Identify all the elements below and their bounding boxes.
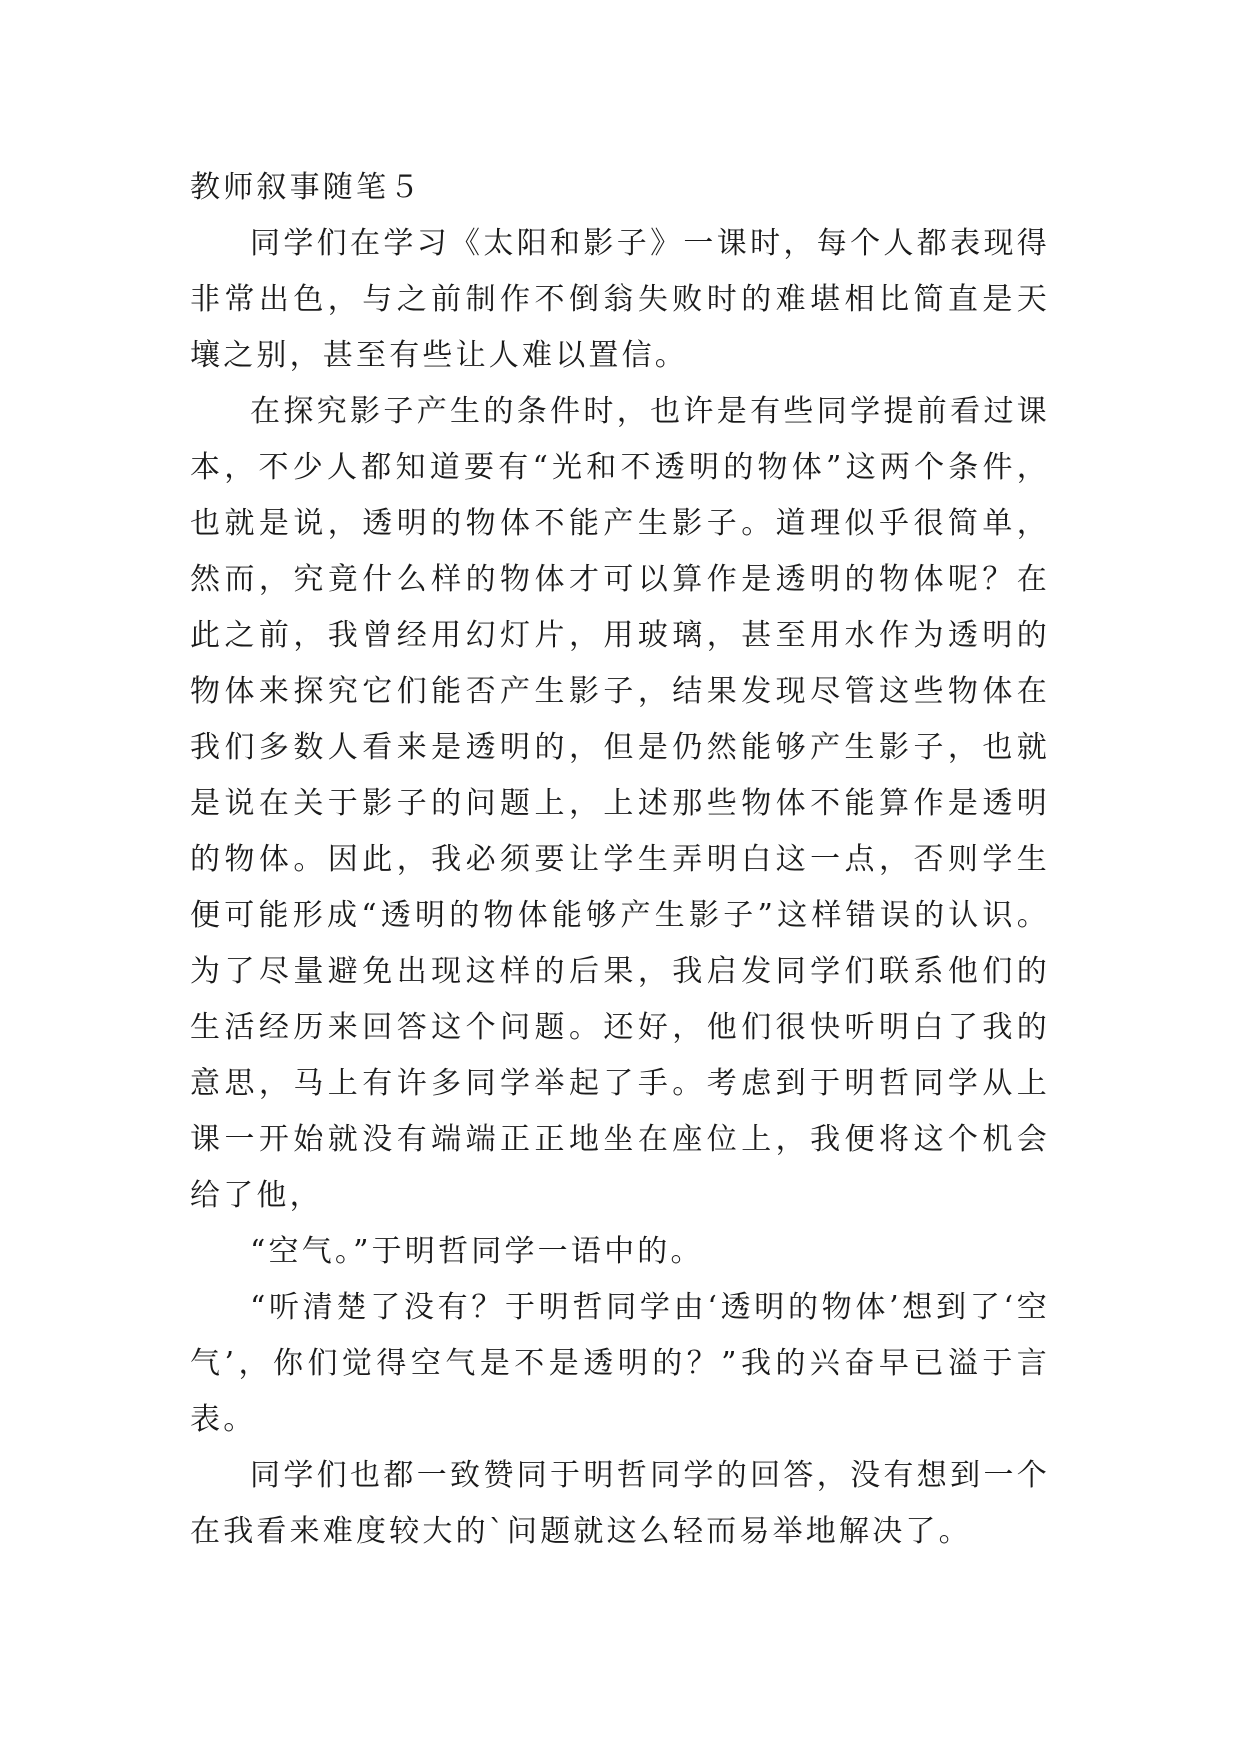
paragraph-4: “听清楚了没有？于明哲同学由‘透明的物体’想到了‘空气’，你们觉得空气是不是透明的？”我的兴奋早已溢于言表。 — [190, 1290, 1050, 1437]
paragraph-5: 同学们也都一致赞同于明哲同学的回答，没有想到一个在我看来难度较大的`问题就这么轻而易举地解决了。 — [190, 1458, 1050, 1549]
paragraph-3: “空气。”于明哲同学一语中的。 — [250, 1234, 704, 1269]
document-body — [190, 160, 1050, 1560]
paragraph-1: 同学们在学习《太阳和影子》一课时，每个人都表现得非常出色，与之前制作不倒翁失败时的难堪相比简直是天壤之别，甚至有些让人难以置信。 — [190, 226, 1050, 373]
paragraph-2: 在探究影子产生的条件时，也许是有些同学提前看过课本，不少人都知道要有“光和不透明的物体”这两个条件，也就是说，透明的物体不能产生影子。道理似乎很简单，然而，究竟什么样的物体才可以算作是透明的物体呢？在此之前，我曾经用幻灯片，用玻璃，甚至用水作为透明的物体来探究它们能否产生影子，结果发现尽管这些物体在我们多数人看来是透明的，但是仍然能够产生影子，也就是说在关于影子的问题上，上述那些物体不能算作是透明的物体。因此，我必须要让学生弄明白这一点，否则学生便可能形成“透明的物体能够产生影子”这样错误的认识。为了尽量避免出现这样的后果，我启发同学们联系他们的生活经历来回答这个问题。还好，他们很快听明白了我的意思，马上有许多同学举起了手。考虑到于明哲同学从上课一开始就没有端端正正地坐在座位上，我便将这个机会给了他， — [190, 394, 1050, 1213]
document-title: 教师叙事随笔５ — [190, 170, 423, 205]
